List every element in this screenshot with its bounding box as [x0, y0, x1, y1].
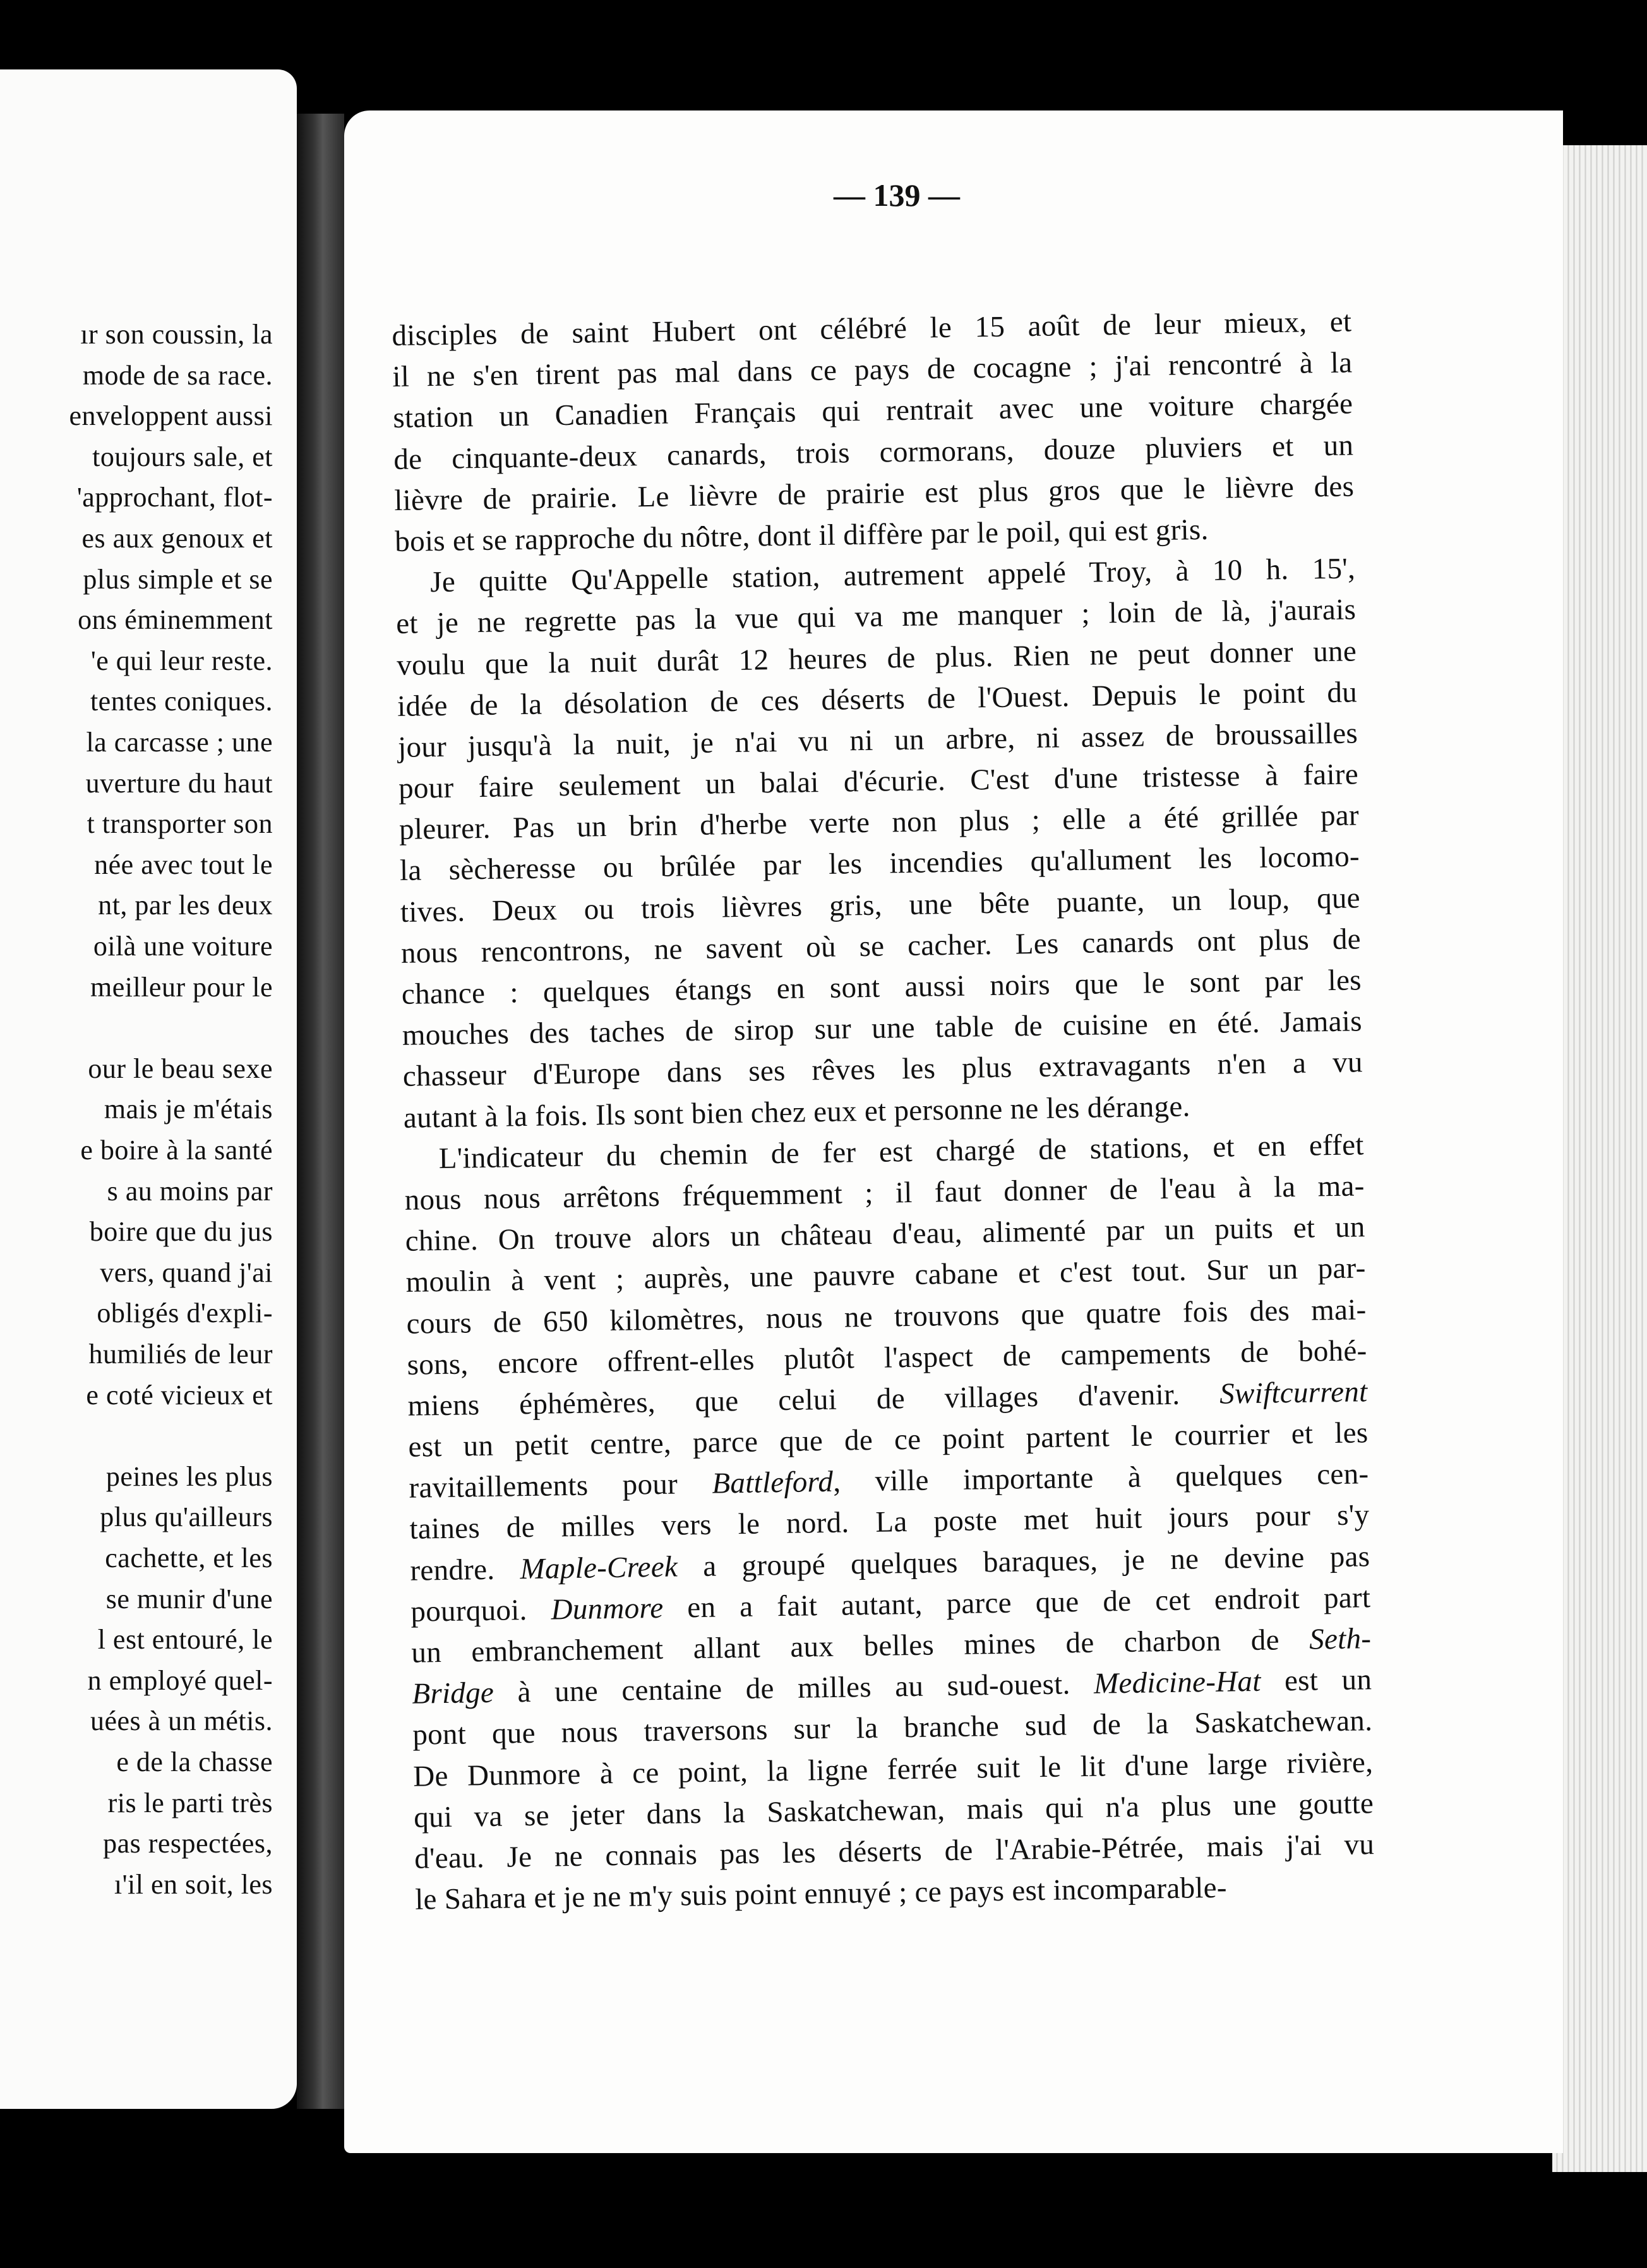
- left-page-line: cachette, et les: [105, 1543, 273, 1573]
- left-page-line: ons éminemment: [78, 604, 273, 636]
- text-segment: en a fait autant, parce que de cet endroit part: [686, 1581, 1371, 1625]
- text-line: et je ne regrette pas la vue qui va me manquer ; loin de là, j'aurais: [395, 593, 1357, 641]
- text-line: le Sahara et je ne m'y suis point ennuyé ; ce pays est incomparable-: [414, 1871, 1228, 1916]
- left-page-line: vers, quand j'ai: [100, 1256, 273, 1288]
- text-line: Je quitte Qu'Appelle station, autrement appelé Troy, à 10 h. 15',: [429, 552, 1356, 599]
- left-page-line: ris le parti très: [107, 1787, 273, 1818]
- left-page-line: se munir d'une: [105, 1583, 273, 1614]
- text-line: pour faire seulement un balai d'écurie. C'est d'une tristesse à faire: [398, 758, 1359, 805]
- text-segment: pourquoi.: [410, 1593, 527, 1628]
- left-page-line: s au moins par: [107, 1175, 273, 1207]
- text-line: jour jusqu'à la nuit, je n'ai vu ni un arbre, ni assez de broussailles: [397, 717, 1358, 764]
- left-page-line: e boire à la santé: [80, 1135, 273, 1166]
- left-page-line: nt, par les deux: [98, 890, 273, 921]
- left-page-line: e de la chasse: [116, 1746, 273, 1777]
- text-line: bois et se rapproche du nôtre, dont il diffère par le poil, qui est gris.: [394, 513, 1209, 558]
- left-page-line: plus simple et se: [83, 563, 273, 595]
- text-line: de cinquante-deux canards, trois cormorans, douze pluviers et un: [393, 428, 1354, 476]
- text-line: pont que nous traversons sur la branche sud de la Saskatchewan.: [412, 1704, 1373, 1752]
- book-gutter: [297, 114, 344, 2109]
- text-segment: , ville importante à quelques cen-: [832, 1457, 1369, 1499]
- left-page-line: tentes coniques.: [90, 686, 273, 717]
- left-page-line: uées à un métis.: [90, 1705, 273, 1737]
- place-name: Maple-Creek: [520, 1550, 678, 1585]
- text-line: moulin à vent ; auprès, une pauvre cabane et c'est tout. Sur un par-: [405, 1251, 1366, 1299]
- left-page-line: meilleur pour le: [90, 971, 273, 1003]
- text-segment: a groupé quelques baraques, je ne devine pas: [702, 1539, 1370, 1583]
- left-page-line: enveloppent aussi: [69, 400, 273, 432]
- left-page-line: es aux genoux et: [81, 523, 273, 554]
- text-line: tives. Deux ou trois lièvres gris, une bête puante, un loup, que: [400, 881, 1361, 929]
- left-page-line: t transporter son: [87, 808, 273, 840]
- place-name: Swiftcurrent: [1219, 1375, 1368, 1411]
- left-page-line: pas respectées,: [103, 1828, 273, 1859]
- left-page-line: 'approchant, flot-: [76, 482, 273, 513]
- text-line: la sècheresse ou brûlée par les incendies qu'allument les locomo-: [399, 840, 1360, 888]
- text-segment: miens éphémères, que celui de villages d'avenir.: [407, 1378, 1180, 1423]
- left-page-line: plus qu'ailleurs: [100, 1501, 273, 1533]
- text-line: mouches des taches de sirop sur une table de cuisine en été. Jamais: [402, 1005, 1363, 1053]
- left-page-line: peines les plus: [105, 1460, 273, 1492]
- text-line: lièvre de prairie. Le lièvre de prairie est plus gros que le lièvre des: [393, 470, 1355, 517]
- left-page-line: ır son coussin, la: [80, 319, 273, 350]
- text-line: disciples de saint Hubert ont célébré le 15 août de leur mieux, et: [392, 305, 1352, 352]
- left-page-line: l est entouré, le: [97, 1624, 273, 1656]
- body-text: [392, 301, 1375, 1921]
- text-line: voulu que la nuit durât 12 heures de plus. Rien ne peut donner une: [396, 634, 1357, 682]
- left-page-line: ı'il en soit, les: [114, 1868, 273, 1900]
- text-segment: ravitaillements pour: [409, 1467, 678, 1505]
- left-page-line: humiliés de leur: [88, 1339, 273, 1370]
- left-page-line: la carcasse ; une: [86, 727, 273, 758]
- text-line: nous nous arrêtons fréquemment ; il faut donner de l'eau à la ma-: [404, 1169, 1365, 1217]
- text-line: autant à la fois. Ils sont bien chez eux et personne ne les dérange.: [403, 1089, 1190, 1135]
- text-line: est un petit centre, parce que de ce point partent le courrier et les: [408, 1416, 1369, 1464]
- page-number: — 139 —: [834, 177, 960, 213]
- left-page-line: mode de sa race.: [82, 359, 273, 391]
- place-name: Bridge: [412, 1676, 494, 1710]
- left-page-line: n employé quel-: [87, 1664, 273, 1696]
- text-segment: à une centaine de milles au sud-ouest.: [517, 1668, 1070, 1709]
- left-page-line: toujours sale, et: [92, 441, 273, 472]
- text-segment: est un: [1284, 1663, 1372, 1698]
- left-page-line: our le beau sexe: [88, 1053, 273, 1084]
- left-page-line: obligés d'expli-: [97, 1298, 273, 1329]
- text-segment: rendre.: [410, 1553, 495, 1587]
- text-line: taines de milles vers le nord. La poste met huit jours pour s'y: [409, 1498, 1370, 1546]
- text-line: pleurer. Pas un brin d'herbe verte non plus ; elle a été grillée par: [398, 799, 1360, 847]
- text-line: sons, encore offrent-elles plutôt l'aspect de campements de bohé-: [407, 1334, 1367, 1382]
- text-line: chasseur d'Europe dans ses rêves les plus extravagants n'en a vu: [402, 1046, 1363, 1094]
- left-page-line: 'e qui leur reste.: [90, 645, 273, 676]
- text-line: chine. On trouve alors un château d'eau, alimenté par un puits et un: [405, 1210, 1365, 1258]
- text-line: station un Canadien Français qui rentrait avec une voiture chargée: [393, 387, 1353, 435]
- text-line: nous rencontrons, ne savent où se cacher. Les canards ont plus de: [400, 922, 1362, 970]
- left-page-line: e coté vicieux et: [86, 1379, 273, 1411]
- place-name: Battleford: [712, 1465, 834, 1500]
- left-page-line: boire que du jus: [89, 1216, 273, 1248]
- text-line: il ne s'en tirent pas mal dans ce pays de cocagne ; j'ai rencontré à la: [392, 346, 1353, 394]
- place-name: Medicine-Hat: [1093, 1665, 1261, 1700]
- text-line: chance : quelques étangs en sont aussi noirs que le sont par les: [401, 964, 1362, 1011]
- left-page-line: née avec tout le: [94, 849, 273, 880]
- left-page-line: mais je m'étais: [104, 1094, 273, 1125]
- left-facing-page: [0, 69, 297, 2109]
- text-line: idée de la désolation de ces déserts de l'Ouest. Depuis le point du: [397, 676, 1358, 723]
- text-line: d'eau. Je ne connais pas les déserts de l'Arabie-Pétrée, mais j'ai vu: [414, 1828, 1375, 1875]
- place-name: Seth-: [1309, 1622, 1372, 1656]
- page-edges: [1552, 145, 1647, 2172]
- text-segment: un embranchement allant aux belles mines de charbon de: [411, 1623, 1280, 1669]
- text-line: cours de 650 kilomètres, nous ne trouvons que quatre fois des mai-: [406, 1292, 1367, 1340]
- text-line: L'indicateur du chemin de fer est chargé de stations, et en effet: [438, 1128, 1365, 1175]
- left-page-line: oilà une voiture: [93, 931, 273, 962]
- left-page-line: uverture du haut: [85, 767, 273, 799]
- text-line: De Dunmore à ce point, la ligne ferrée suit le lit d'une large rivière,: [412, 1745, 1374, 1793]
- place-name: Dunmore: [551, 1591, 664, 1626]
- text-line: qui va se jeter dans la Saskatchewan, mais qui n'a plus une goutte: [413, 1786, 1374, 1834]
